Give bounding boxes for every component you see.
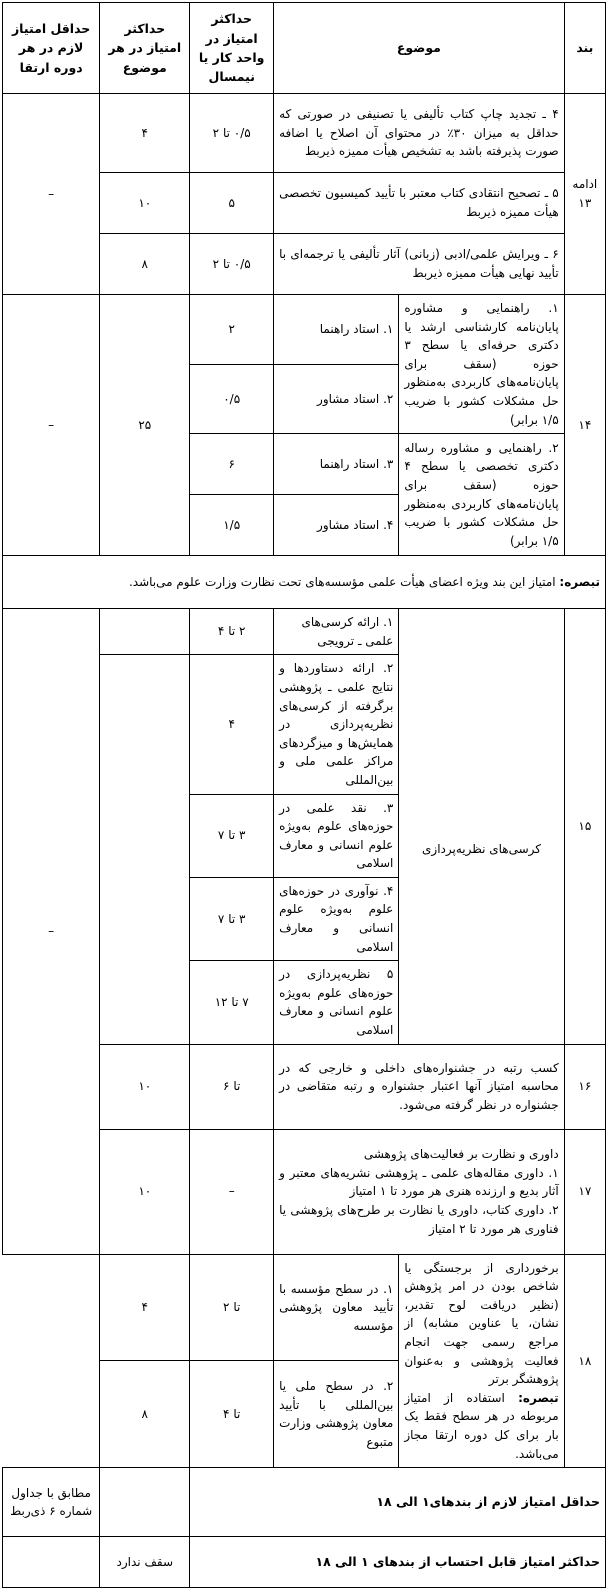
- band-cell: ادامه ۱۳: [564, 94, 605, 295]
- spacer-cell: [399, 609, 564, 655]
- topic-max-cell: ۸: [100, 234, 190, 295]
- topic-cell: ۵ نظریه‌پردازی در حوزه‌های علوم به‌ویژه علوم انسانی و معارف اسلامی: [274, 961, 399, 1044]
- unit-cell: ۳ تا ۷: [190, 877, 274, 960]
- sub-topic-cell: ۳. استاد راهنما: [274, 434, 399, 495]
- topic-text: برخورداری از برجستگی یا شاخص بودن در امر پژوهش (نظیر دریافت لوح تقدیر، نشان، یا عناوین مشابه) از مراجع رسمی جهت انجام فعالیت پژوهشی و به‌عنوان پژوهشگر برتر: [404, 1260, 559, 1387]
- band-cell: ۱۵: [564, 609, 605, 1044]
- note-row: [3, 556, 606, 609]
- unit-cell: ۲ تا ۴: [190, 609, 274, 655]
- band-cell: ۱۷: [564, 1129, 605, 1254]
- table-row: [3, 295, 606, 365]
- topic-max-cell: [100, 655, 190, 1044]
- summary-empty: [3, 1537, 100, 1588]
- sub-topic-cell: ۱. در سطح مؤسسه با تأیید معاون پژوهشی مؤسسه: [274, 1254, 399, 1361]
- note-text: امتیاز این بند ویژه اعضای هیأت علمی مؤسسه‌های تحت نظارت وزارت علوم می‌باشد.: [128, 574, 560, 589]
- summary-value: سقف ندارد: [100, 1537, 190, 1588]
- note-label: تبصره:: [559, 574, 600, 589]
- topic-cell: [399, 1254, 564, 1468]
- sub-topic-cell: ۴. استاد مشاور: [274, 495, 399, 556]
- topic-max-cell: ۲۵: [100, 295, 190, 556]
- unit-cell: ۳ تا ۷: [190, 794, 274, 877]
- note-label: تبصره:: [518, 1390, 559, 1405]
- note-cell: [404, 1389, 558, 1463]
- header-topic: موضوع: [274, 3, 565, 94]
- table-row: [3, 1254, 606, 1361]
- header-row: [3, 3, 606, 94]
- unit-cell: –: [190, 1129, 274, 1254]
- band-cell: ۱۶: [564, 1044, 605, 1129]
- summary-value: مطابق با جداول شماره ۶ ذی‌ربط: [3, 1468, 100, 1537]
- summary-label: حداکثر امتیاز قابل احتساب از بندهای ۱ الی ۱۸: [190, 1537, 606, 1588]
- unit-cell: تا ۶: [190, 1044, 274, 1129]
- topic-max-cell: ۴: [100, 94, 190, 173]
- unit-cell: تا ۲: [190, 1254, 274, 1361]
- topic-cell: ۲. راهنمایی و مشاوره رساله دکتری تخصصی یا سطح ۴ حوزه (سقف برای پایان‌نامه‌های کاربردی به‌منظور حل مشکلات کشور با ضریب ۱/۵ برابر): [399, 434, 564, 556]
- page: [0, 2, 608, 1570]
- topic-cell: [274, 1129, 565, 1254]
- summary-row: [3, 1537, 606, 1588]
- summary-label: حداقل امتیاز لازم از بندهای۱ الی ۱۸: [190, 1468, 606, 1537]
- topic-cell: ۲. ارائه دستاوردها و نتایج علمی ـ پژوهشی برگرفته از کرسی‌های نظریه‌پردازی در همایش‌ها و میزگردهای مراکز علمی ملی و بین‌المللی: [274, 655, 399, 794]
- header-max-per-unit: حداکثر امتیاز در واحد کار یا نیمسال: [190, 3, 274, 94]
- topic-cell: ۴ ـ تجدید چاپ کتاب تألیفی یا تصنیفی در صورتی که حداقل به میزان ۳۰٪ در محتوای آن اصلاح یا اضافه صورت پذیرفته باشد به تشخیص هیأت ممیزه ذیربط: [274, 94, 565, 173]
- topic-title: داوری و نظارت بر فعالیت‌های پژوهشی: [363, 1147, 559, 1162]
- unit-cell: ۱/۵: [190, 495, 274, 556]
- header-min-required: حداقل امتیاز لازم در هر دوره ارتقا: [3, 3, 100, 94]
- sub-topic-cell: ۲. استاد مشاور: [274, 364, 399, 434]
- band-cell: ۱۴: [564, 295, 605, 556]
- topic-cell: ۴. نوآوری در حوزه‌های علوم به‌ویژه علوم انسانی و معارف اسلامی: [274, 877, 399, 960]
- unit-cell: ۶: [190, 434, 274, 495]
- topic-cell: کسب رتبه در جشنواره‌های داخلی و خارجی که در محاسبه امتیاز آنها اعتبار جشنواره و رتبه متقاضی در جشنواره در نظر گرفته می‌شود.: [274, 1044, 565, 1129]
- note-text: استفاده از امتیاز مربوطه در هر سطح فقط یک بار برای کل دوره ارتقا مجاز می‌باشد.: [404, 1390, 559, 1461]
- sub-topic-cell: ۲. در سطح ملی یا بین‌المللی با تأیید معاون پژوهشی وزارت متبوع: [274, 1361, 399, 1468]
- unit-cell: تا ۴: [190, 1361, 274, 1468]
- topic-max-cell: ۸: [100, 1361, 190, 1468]
- summary-row: [3, 1468, 606, 1537]
- header-max-per-topic: حداکثر امتیاز در هر موضوع: [100, 3, 190, 94]
- topic-cell: ۳. نقد علمی در حوزه‌های علوم به‌ویژه علوم انسانی و معارف اسلامی: [274, 794, 399, 877]
- min-cell: –: [3, 295, 100, 556]
- header-band: بند: [564, 3, 605, 94]
- table-row: [3, 94, 606, 173]
- min-cell: –: [3, 94, 100, 295]
- topic-cell: ۵ ـ تصحیح انتقادی کتاب معتبر با تأیید کمیسیون تخصصی هیأت ممیزه ذیربط: [274, 173, 565, 234]
- unit-cell: ۰/۵: [190, 364, 274, 434]
- topic-cell: ۱. راهنمایی و مشاوره پایان‌نامه کارشناسی ارشد یا دکتری حرفه‌ای یا سطح ۳ حوزه (سقف برای پایان‌نامه‌های کاربردی به‌منظور حل مشکلات کشور با ضریب ۱/۵ برابر): [399, 295, 564, 434]
- min-cell: –: [3, 609, 100, 1254]
- topic-item: ۱. داوری مقاله‌های علمی ـ پژوهشی نشریه‌های معتبر و آثار بدیع و ارزنده هنری هر مورد تا ۱ امتیاز: [279, 1165, 559, 1199]
- band-cell: ۱۸: [564, 1254, 605, 1468]
- table-row: [3, 609, 606, 655]
- unit-cell: ۰/۵ تا ۲: [190, 94, 274, 173]
- unit-cell: ۰/۵ تا ۲: [190, 234, 274, 295]
- unit-cell: ۷ تا ۱۲: [190, 961, 274, 1044]
- topic-max-cell: [100, 609, 190, 655]
- topic-cell: ۶ ـ ویرایش علمی/ادبی (زبانی) آثار تألیفی یا ترجمه‌ای با تأیید نهایی هیأت ممیزه ذیربط: [274, 234, 565, 295]
- topic-item: ۲. داوری کتاب، داوری یا نظارت بر طرح‌های پژوهشی یا فناوری هر مورد تا ۲ امتیاز: [279, 1202, 559, 1236]
- topic-max-cell: ۴: [100, 1254, 190, 1361]
- evaluation-table: [2, 2, 606, 1588]
- unit-cell: ۴: [190, 655, 274, 794]
- topic-cell: ۱. ارائه کرسی‌های علمی ـ ترویجی: [274, 609, 399, 655]
- group-label-cell: کرسی‌های نظریه‌پردازی: [399, 655, 564, 1044]
- sub-topic-cell: ۱. استاد راهنما: [274, 295, 399, 365]
- unit-cell: ۲: [190, 295, 274, 365]
- unit-cell: ۵: [190, 173, 274, 234]
- topic-max-cell: ۱۰: [100, 173, 190, 234]
- topic-max-cell: ۱۰: [100, 1129, 190, 1254]
- note-cell: [3, 556, 606, 609]
- summary-empty: [100, 1468, 190, 1537]
- topic-max-cell: ۱۰: [100, 1044, 190, 1129]
